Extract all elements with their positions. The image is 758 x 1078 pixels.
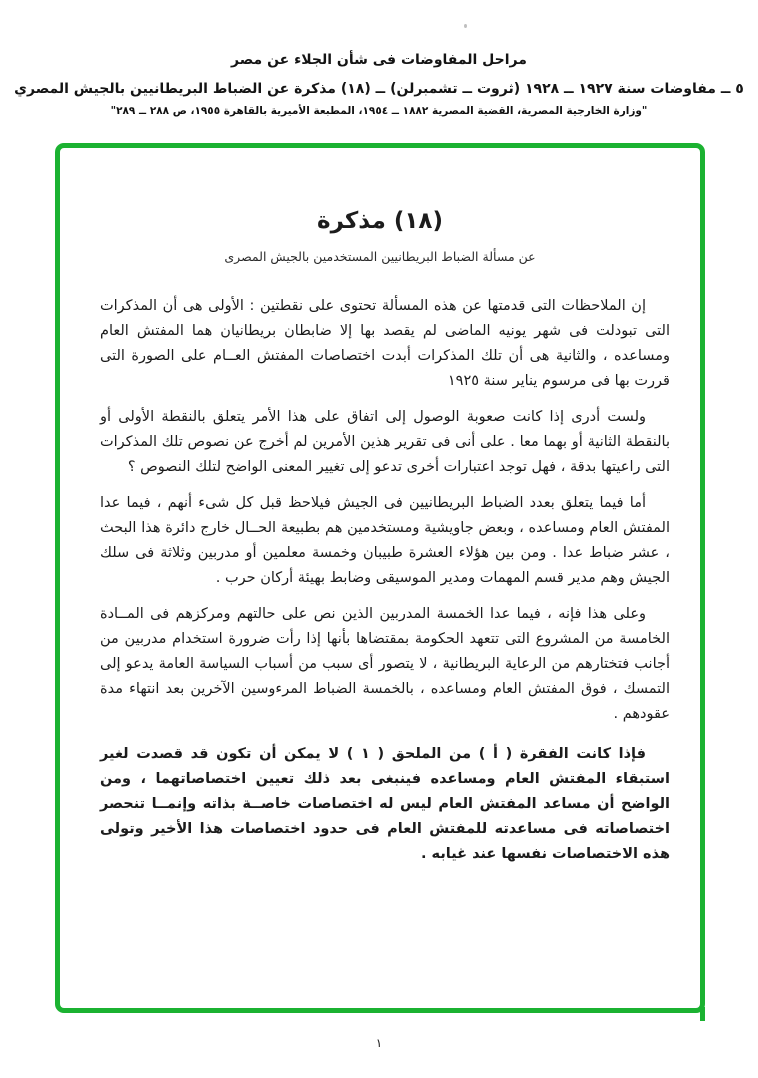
header-source-citation: "وزارة الخارجية المصرية، القضية المصرية ١٨٨٢ ــ ١٩٥٤، المطبعة الأميرية بالقاهرة ١٩٥٥، ص ٢٨٨ ــ ٢٨٩" [110, 105, 648, 117]
memo-paragraph: وعلى هذا فإنه ، فيما عدا الخمسة المدربين الذين نص على حالتهم ومركزهم فى المــادة الخامسة من المشروع التى تتعهد الحكومة بمقتضاها بأنها إذا رأت ضرورة استخدام مدربين من أجانب فتختارهم من الرعاية البريطانية ، لا يتصور أى سبب من أسباب السياسة العامة يدعو إلى التمسك ، فوق المفتش العام ومساعده ، بالخمسة الضباط المرءوسين الآخرين بعد انتهاء مدة عقودهم . [100, 606, 670, 723]
frame-overshoot-stroke [700, 1007, 705, 1021]
green-highlight-frame [55, 143, 705, 1013]
page-number: ١ [375, 1036, 383, 1050]
header-series-title: مراحل المفاوضات فى شأن الجلاء عن مصر [231, 52, 527, 68]
memo-paragraph: ولست أدرى إذا كانت صعوبة الوصول إلى اتفاق على هذا الأمر يتعلق بالنقطة الأولى أو بالنقطة الثانية أو بهما معا . على أنى فى تقرير هذين الأمرين لم أخرج عن نصوص تلك المذكرات التى راعيتها بدقة ، فهل توجد اعتبارات أخرى تدعو إلى تغيير المعنى الواضح لتلك النصوص ؟ [100, 409, 670, 476]
memo-paragraph: أما فيما يتعلق بعدد الضباط البريطانيين فى الجيش فيلاحظ قبل كل شىء أنهم ، فيما عدا المفتش العام ومساعده ، وبعض جاويشية ومستخدمين هم بطبيعة الحــال خارج دائرة هذا البحث ، عشر ضباط عدا . ومن بين هؤلاء العشرة طبيبان وخمسة معلمين أو مدربين وثلاثة فى سلك الجيش وهم مدير قسم المهمات ومدير الموسيقى وضابط بهيئة أركان حرب . [100, 495, 670, 587]
scan-speck [464, 24, 467, 28]
document-header [0, 52, 758, 117]
memo-title: (١٨) مذكرة [317, 208, 443, 234]
memo-body [100, 294, 670, 867]
memo-paragraph: إن الملاحظات التى قدمتها عن هذه المسألة تحتوى على نقطتين : الأولى هى أن المذكرات التى تبودلت فى شهر يونيه الماضى لم يقصد بها إلا ضابطان بريطانيان هما المفتش العام ومساعده ، والثانية هى أن تلك المذكرات أبدت اختصاصات المفتش العــام على الصورة التى قررت بها فى مرسوم يناير سنة ١٩٢٥ [100, 298, 670, 390]
header-section-title: ٥ ــ مفاوضات سنة ١٩٢٧ ــ ١٩٢٨ (ثروت ــ تشمبرلن) ــ (١٨) مذكرة عن الضباط البريطانيين بالجيش المصري [14, 81, 744, 97]
memo-subtitle: عن مسألة الضباط البريطانيين المستخدمين بالجيش المصرى [224, 249, 536, 265]
memo-paragraph-emphasized: فإذا كانت الفقرة ( أ ) من الملحق ( ١ ) لا يمكن أن تكون قد قصدت لغير استبقاء المفتش العام ومساعده فينبغى بعد ذلك تعيين اختصاصاتهما ، ومن الواضح أن مساعد المفتش العام ليس له اختصاصات خاصــة بذاته وإنمــا تنحصر اختصاصاته فى مساعدته للمفتش العام فى حدود اختصاصات هذا الأخير وتولى هذه الاختصاصات نفسها عند غيابه . [100, 746, 670, 863]
